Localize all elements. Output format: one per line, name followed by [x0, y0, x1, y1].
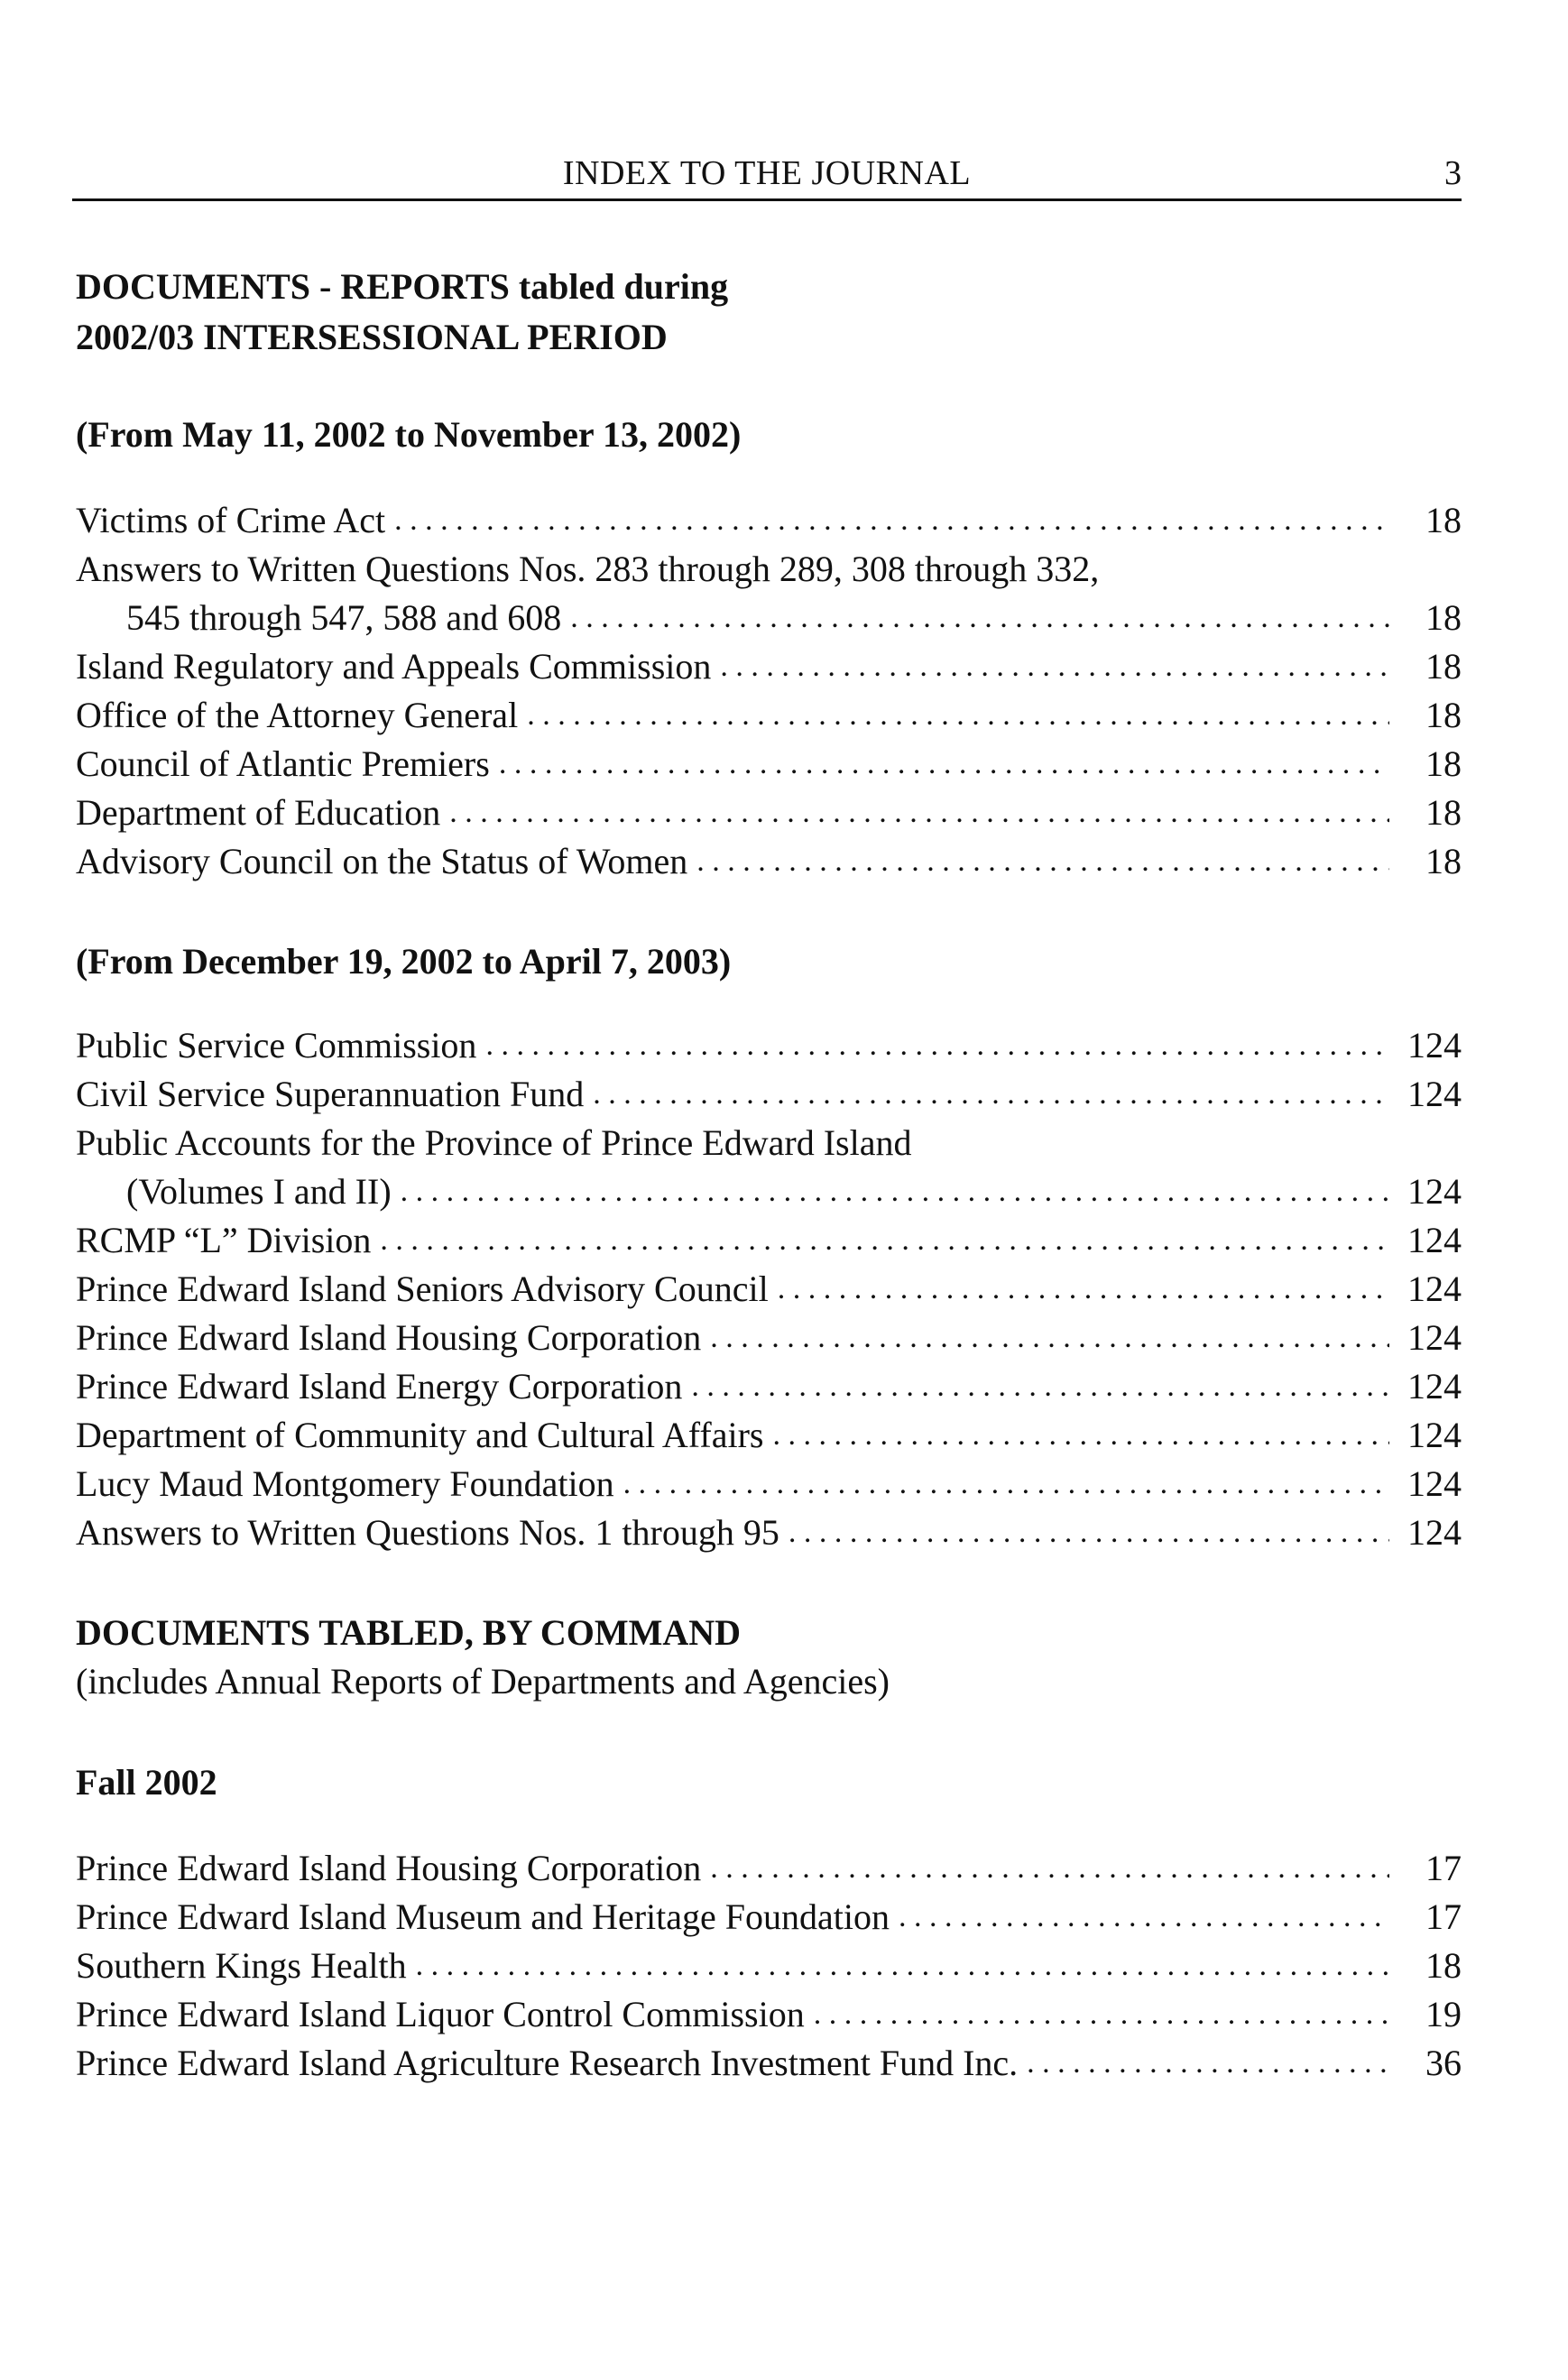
entry-page-number: 124 — [1407, 1074, 1462, 1114]
entry-title: Prince Edward Island Liquor Control Commission — [76, 1994, 805, 2034]
dot-leader — [772, 1411, 1389, 1460]
entry-title: Prince Edward Island Museum and Heritage Foundation — [76, 1896, 890, 1937]
index-entry — [76, 1844, 1462, 1893]
subheading-fall-2002: Fall 2002 — [76, 1762, 217, 1803]
dot-leader — [720, 642, 1389, 691]
entry-title: Office of the Attorney General — [76, 695, 519, 735]
entry-title: Prince Edward Island Agriculture Research Investment Fund Inc. — [76, 2043, 1019, 2083]
section-title-line-1: DOCUMENTS - REPORTS tabled during — [76, 266, 729, 307]
entry-title: RCMP “L” Division — [76, 1220, 372, 1260]
index-entry — [76, 1070, 1462, 1119]
dot-leader — [416, 1942, 1389, 1990]
entry-page-number: 18 — [1425, 792, 1462, 833]
entry-title: Department of Education — [76, 792, 441, 833]
entry-page-number: 124 — [1407, 1415, 1462, 1455]
page-number: 3 — [1444, 154, 1462, 192]
entry-title: Southern Kings Health — [76, 1945, 407, 1986]
entry-page-number: 124 — [1407, 1366, 1462, 1407]
dot-leader — [394, 496, 1389, 545]
dot-leader — [710, 1314, 1389, 1362]
entry-page-number: 36 — [1425, 2043, 1462, 2083]
index-entry-multiline — [76, 545, 1462, 642]
entry-page-number: 124 — [1407, 1220, 1462, 1260]
index-entry — [76, 1942, 1462, 1990]
dot-leader — [570, 594, 1389, 642]
entry-title: Prince Edward Island Housing Corporation — [76, 1317, 702, 1358]
index-content — [76, 262, 1462, 2088]
entry-title: Island Regulatory and Appeals Commission — [76, 646, 712, 687]
dot-leader — [449, 789, 1389, 837]
index-entry — [76, 496, 1462, 545]
section-title: DOCUMENTS TABLED, BY COMMAND — [76, 1612, 742, 1653]
index-entry — [76, 1265, 1462, 1314]
section-note: (includes Annual Reports of Departments and Agencies) — [76, 1661, 890, 1702]
entry-page-number: 18 — [1425, 646, 1462, 687]
entry-page-number: 124 — [1407, 1512, 1462, 1553]
entry-title: Public Service Commission — [76, 1025, 477, 1065]
entry-page-number: 18 — [1425, 841, 1462, 881]
fall-2002-entries — [76, 1844, 1462, 2088]
index-entry — [76, 691, 1462, 740]
dot-leader — [899, 1893, 1389, 1942]
section-title-line-2: 2002/03 INTERSESSIONAL PERIOD — [76, 317, 668, 357]
dot-leader — [623, 1460, 1389, 1508]
entry-page-number: 18 — [1425, 695, 1462, 735]
entry-page-number: 19 — [1425, 1994, 1462, 2034]
entry-page-number: 124 — [1407, 1317, 1462, 1358]
entry-title: Public Accounts for the Province of Prince Edward Island — [76, 1122, 912, 1163]
entry-title: Answers to Written Questions Nos. 283 through 289, 308 through 332, — [76, 549, 1100, 589]
entry-title: Advisory Council on the Status of Women — [76, 841, 688, 881]
dot-leader — [499, 740, 1389, 789]
dot-leader — [485, 1021, 1389, 1070]
entry-title: Department of Community and Cultural Affairs — [76, 1415, 764, 1455]
entry-title: Civil Service Superannuation Fund — [76, 1074, 585, 1114]
entry-page-number: 18 — [1425, 597, 1462, 638]
entry-page-number: 124 — [1407, 1171, 1462, 1212]
running-title: INDEX TO THE JOURNAL — [562, 154, 972, 192]
entry-page-number: 17 — [1425, 1896, 1462, 1937]
index-entry — [76, 2039, 1462, 2088]
entry-title: Prince Edward Island Seniors Advisory Council — [76, 1268, 769, 1309]
dot-leader — [593, 1070, 1389, 1119]
index-entry — [76, 1508, 1462, 1557]
section-intersessional-reports — [76, 262, 1462, 1557]
entry-page-number: 18 — [1425, 1945, 1462, 1986]
entry-title-continued: (Volumes I and II) — [126, 1171, 392, 1212]
index-entry — [76, 1021, 1462, 1070]
period-1-entries — [76, 496, 1462, 886]
period-2-entries — [76, 1021, 1462, 1557]
index-entry — [76, 789, 1462, 837]
entry-title: Council of Atlantic Premiers — [76, 743, 490, 784]
dot-leader — [527, 691, 1389, 740]
entry-page-number: 18 — [1425, 500, 1462, 540]
dot-leader — [1027, 2039, 1389, 2088]
entry-title: Lucy Maud Montgomery Foundation — [76, 1463, 614, 1504]
dot-leader — [814, 1990, 1389, 2039]
dot-leader — [380, 1216, 1389, 1265]
index-entry — [76, 642, 1462, 691]
entry-title: Prince Edward Island Energy Corporation — [76, 1366, 683, 1407]
section-tabled-by-command — [76, 1608, 1462, 2088]
period-heading-may-nov: (From May 11, 2002 to November 13, 2002) — [76, 414, 742, 455]
dot-leader — [710, 1844, 1389, 1893]
index-entry — [76, 1216, 1462, 1265]
entry-page-number: 17 — [1425, 1848, 1462, 1888]
index-entry — [76, 1411, 1462, 1460]
index-entry — [76, 1362, 1462, 1411]
index-entry — [76, 740, 1462, 789]
index-entry-multiline — [76, 1119, 1462, 1216]
entry-title: Prince Edward Island Housing Corporation — [76, 1848, 702, 1888]
entry-page-number: 124 — [1407, 1025, 1462, 1065]
running-header — [72, 144, 1462, 201]
index-entry — [76, 837, 1462, 886]
dot-leader — [789, 1508, 1389, 1557]
index-entry — [76, 1460, 1462, 1508]
entry-page-number: 124 — [1407, 1268, 1462, 1309]
entry-title: Answers to Written Questions Nos. 1 through 95 — [76, 1512, 779, 1553]
entry-page-number: 124 — [1407, 1463, 1462, 1504]
index-entry — [76, 1893, 1462, 1942]
entry-title: Victims of Crime Act — [76, 500, 386, 540]
dot-leader — [778, 1265, 1389, 1314]
dot-leader — [691, 1362, 1389, 1411]
dot-leader — [696, 837, 1389, 886]
index-entry — [76, 1990, 1462, 2039]
index-entry — [76, 1314, 1462, 1362]
entry-title-continued: 545 through 547, 588 and 608 — [126, 597, 562, 638]
period-heading-dec-apr: (From December 19, 2002 to April 7, 2003) — [76, 941, 732, 982]
dot-leader — [401, 1167, 1389, 1216]
entry-page-number: 18 — [1425, 743, 1462, 784]
